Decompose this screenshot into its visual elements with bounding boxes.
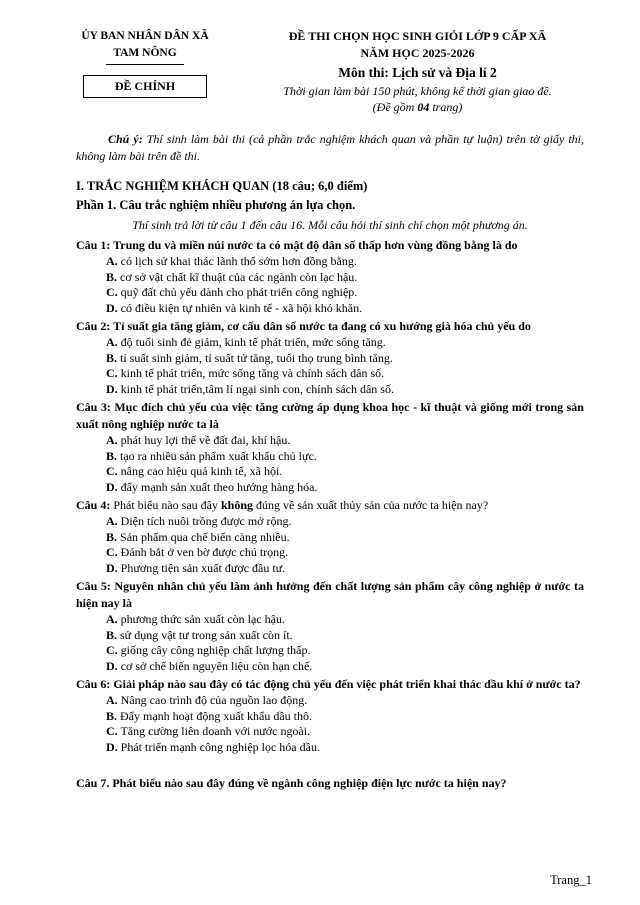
option-text: phát huy lợi thế về đất đai, khí hậu. [117, 433, 291, 447]
option-text: quỹ đất chủ yếu dành cho phát triển công nghiệp. [117, 285, 358, 299]
option-text: có lịch sử khai thác lãnh thổ sớm hơn đồng bằng. [117, 254, 357, 268]
option-text: độ tuổi sinh đẻ giảm, kinh tế phát triển, mức sống tăng. [117, 335, 386, 349]
question-number: Câu 1: [76, 238, 111, 252]
issuer-underline [106, 64, 184, 65]
official-exam-label: ĐỀ CHÍNH [83, 75, 207, 98]
option-text: có điều kiện tự nhiên và kinh tế - xã hội khó khăn. [117, 300, 363, 315]
issuer-line-2: TAM NÔNG [113, 47, 177, 59]
option-key: B. [106, 269, 118, 284]
question-text-pre: Phát biểu nào sau đây [110, 498, 221, 512]
answer-option [76, 514, 584, 530]
option-key: D. [106, 739, 118, 754]
option-text: Phương tiện sản xuất được đầu tư. [117, 560, 286, 575]
option-text: Đẩy mạnh hoạt động xuất khẩu dầu thô. [117, 708, 312, 723]
answer-option [76, 464, 584, 480]
question-5 [76, 578, 584, 674]
option-text: Diện tích nuôi trồng được mở rộng. [117, 514, 292, 528]
issuer-line-1: ỦY BAN NHÂN DÂN XÃ [81, 30, 209, 42]
option-key: C. [106, 366, 118, 380]
option-text: kinh tế phát triển, mức sống tăng và chính sách dân số. [117, 366, 385, 380]
answer-option [76, 643, 584, 659]
question-number: Câu 2: [76, 319, 111, 333]
option-text: kinh tế phát triển,tâm lí ngại sinh con, chính sách dân số. [117, 381, 394, 396]
option-key: A. [106, 254, 118, 268]
exam-time: Thời gian làm bài 150 phút, không kể thời gian giao đề. [283, 84, 552, 98]
question-text: Tỉ suất gia tăng giảm, cơ cấu dân số nước ta đang có xu hướng già hóa chủ yếu do [110, 319, 531, 333]
option-text: Đánh bắt ở ven bờ được chú trọng. [117, 545, 289, 559]
exam-title: ĐỀ THI CHỌN HỌC SINH GIỎI LỚP 9 CẤP XÃ [288, 29, 547, 43]
option-text: tạo ra nhiều sản phẩm xuất khẩu chủ lực. [117, 448, 317, 463]
question-number: Câu 6: [76, 677, 111, 691]
option-text: Phát triển mạnh công nghiệp lọc hóa dầu. [117, 739, 320, 754]
question-text-post: đúng về sản xuất thủy sản của nước ta hiện nay? [253, 498, 489, 512]
question-stem [76, 676, 584, 693]
option-key: D. [106, 381, 118, 396]
issuer-block [60, 28, 230, 98]
answer-option [76, 628, 584, 644]
option-text: Sản phẩm qua chế biến càng nhiều. [117, 529, 290, 544]
option-key: C. [106, 464, 118, 478]
exam-note [76, 131, 584, 165]
question-3 [76, 399, 584, 495]
question-7 [76, 775, 584, 792]
answer-option [76, 366, 584, 382]
option-key: B. [106, 708, 118, 723]
option-key: C. [106, 724, 118, 738]
option-text: phương thức sản xuất còn lạc hậu. [117, 612, 285, 626]
answer-option [76, 724, 584, 740]
question-text: Mục đích chủ yếu của việc tăng cường áp dụng khoa học - kĩ thuật và giống mới trong sản xuất nông nghiệp nước ta là [76, 400, 584, 431]
answer-option [76, 449, 584, 465]
page-count [245, 99, 590, 115]
option-key: A. [106, 514, 118, 528]
answer-option [76, 659, 584, 675]
page-count-number: 04 [417, 100, 430, 114]
question-stem [76, 775, 584, 792]
question-text-emphasis: không [221, 498, 254, 512]
option-text: nâng cao hiệu quả kinh tế, xã hội. [117, 464, 283, 478]
option-text: đẩy mạnh sản xuất theo hướng hàng hóa. [117, 479, 318, 494]
answer-option [76, 433, 584, 449]
question-text: Phát biểu nào sau đây đúng về ngành công nghiệp điện lực nước ta hiện nay? [109, 776, 507, 790]
answer-option [76, 254, 584, 270]
option-key: B. [106, 448, 118, 463]
exam-subject: Môn thi: Lịch sử và Địa lí 2 [338, 65, 497, 80]
option-text: Nâng cao trình độ của nguồn lao động. [117, 693, 308, 707]
answer-option [76, 285, 584, 301]
page-count-close: trang) [429, 100, 463, 114]
answer-option [76, 709, 584, 725]
option-key: D. [106, 658, 118, 673]
answer-option [76, 270, 584, 286]
option-text: sử dụng vật tư trong sản xuất còn ít. [117, 627, 293, 642]
option-text: cơ sở vật chất kĩ thuật của các ngành còn lạc hậu. [117, 269, 358, 284]
option-text: Tăng cường liên doanh với nước ngoài. [117, 724, 311, 738]
answer-option [76, 301, 584, 317]
option-key: A. [106, 433, 118, 447]
answer-option [76, 740, 584, 756]
question-6 [76, 676, 584, 755]
option-key: B. [106, 350, 118, 365]
option-key: A. [106, 335, 118, 349]
part-title: Phần 1. Câu trắc nghiệm nhiều phương án lựa chọn. [76, 198, 356, 212]
option-key: B. [106, 627, 118, 642]
option-text: tỉ suất sinh giảm, tỉ suất tử tăng, tuổi thọ trung bình tăng. [117, 350, 393, 365]
school-year: NĂM HỌC 2025-2026 [360, 46, 475, 60]
option-key: C. [106, 545, 118, 559]
question-2 [76, 318, 584, 397]
question-4 [76, 497, 584, 576]
question-stem [76, 497, 584, 514]
option-key: C. [106, 643, 118, 657]
exam-title-block [245, 28, 590, 115]
answer-option [76, 335, 584, 351]
option-text: cơ sở chế biến nguyên liệu còn hạn chế. [117, 658, 313, 673]
answer-option [76, 561, 584, 577]
answer-option [76, 612, 584, 628]
question-text: Nguyên nhân chủ yếu làm ảnh hưởng đến chất lượng sản phẩm cây công nghiệp ở nước ta hiện nay là [76, 579, 584, 610]
option-text: giống cây công nghiệp chất lượng thấp. [117, 643, 311, 657]
question-stem [76, 318, 584, 335]
option-key: D. [106, 479, 118, 494]
option-key: D. [106, 300, 118, 315]
section-title: I. TRẮC NGHIỆM KHÁCH QUAN (18 câu; 6,0 điểm) [76, 179, 368, 193]
note-label: Chú ý: [108, 132, 143, 146]
answer-option [76, 545, 584, 561]
question-number: Câu 3: [76, 400, 111, 414]
answer-option [76, 480, 584, 496]
question-number: Câu 5: [76, 579, 111, 593]
option-key: A. [106, 612, 118, 626]
part-instruction: Thí sinh trả lời từ câu 1 đến câu 16. Mỗi câu hỏi thí sinh chỉ chọn một phương án. [132, 218, 528, 232]
question-stem [76, 578, 584, 612]
answer-option [76, 693, 584, 709]
answer-option [76, 351, 584, 367]
question-stem [76, 237, 584, 254]
question-number: Câu 4: [76, 498, 111, 512]
question-text: Trung du và miền núi nước ta có mật độ dân số thấp hơn vùng đồng bằng là do [110, 238, 518, 252]
answer-option [76, 530, 584, 546]
exam-content [76, 178, 584, 794]
answer-option [76, 382, 584, 398]
spacer [76, 757, 584, 775]
option-key: D. [106, 560, 118, 575]
option-key: C. [106, 285, 118, 299]
question-1 [76, 237, 584, 316]
page-number: Trang_1 [550, 873, 592, 887]
question-number: Câu 7. [76, 776, 110, 790]
page-count-open: (Đề gồm [372, 100, 418, 114]
option-key: A. [106, 693, 118, 707]
question-stem [76, 399, 584, 433]
note-text: Thí sinh làm bài thi (cả phần trắc nghiệm khách quan và phần tự luận) trên tờ giấy thi, không làm bài trên đề thi. [76, 132, 584, 163]
option-key: B. [106, 529, 118, 544]
question-text: Giải pháp nào sau đây có tác động chủ yếu đến việc phát triển khai thác dầu khí ở nước ta? [110, 677, 581, 691]
